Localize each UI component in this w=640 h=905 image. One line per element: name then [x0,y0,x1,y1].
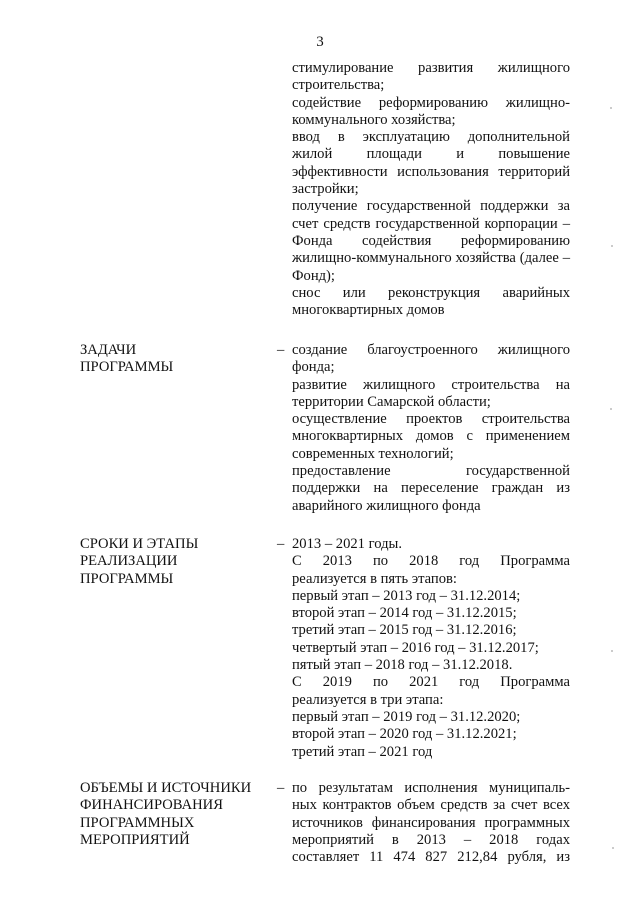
text-line: ных контрактов объем средств за счет всех [292,797,570,814]
text-line: эффективности использования территорий [292,163,570,180]
text-line: по результатам исполнения муниципаль- [292,780,570,796]
text-line: многоквартирных домов [292,302,445,319]
text-line: третий этап – 2015 год – 31.12.2016; [292,622,517,639]
text-line: строительства; [292,77,385,94]
text-line: ввод в эксплуатацию дополнительной [292,129,570,146]
page-number: 3 [316,34,324,50]
label-line: ПРОГРАММНЫХ [80,814,195,831]
text-line: поддержки на переселение граждан из [292,480,570,497]
section-label-terms [80,536,270,588]
text-line: 2013 – 2021 годы. [292,536,402,552]
text-line: первый этап – 2013 год – 31.12.2014; [292,587,521,604]
text-line: жилищно-коммунального хозяйства (далее – [292,250,570,267]
text-line: получение государственной поддержки за [292,198,570,215]
label-line: ОБЪЕМЫ И ИСТОЧНИКИ [80,780,252,796]
text-line: составляет 11 474 827 212,84 рубля, из [292,849,570,866]
label-line: ПРОГРАММЫ [80,359,174,376]
text-line: создание благоустроенного жилищного [292,342,570,358]
label-line: РЕАЛИЗАЦИИ [80,553,178,570]
text-line: источников финансирования программных [292,814,570,831]
text-line: содействие реформированию жилищно- [292,94,570,111]
section-dash: – [277,342,285,358]
text-line: реализуется в три этапа: [292,691,444,708]
text-line: стимулирование развития жилищного [292,60,570,76]
text-line: С 2019 по 2021 год Программа [292,674,570,691]
text-line: третий этап – 2021 год [292,743,433,760]
section-label-funding [80,780,270,849]
scan-speck [610,408,612,410]
scan-speck [611,650,613,652]
text-line: коммунального хозяйства; [292,111,456,128]
text-line: развитие жилищного строительства на [292,376,570,393]
text-line: застройки; [292,181,359,198]
text-line: мероприятий в 2013 – 2018 годах [292,831,570,848]
text-line: четвертый этап – 2016 год – 31.12.2017; [292,639,539,656]
section-dash: – [277,536,285,552]
label-line: СРОКИ И ЭТАПЫ [80,536,199,552]
text-line: осуществление проектов строительства [292,411,570,428]
text-line: Фонда содействия реформированию [292,232,570,249]
text-line: первый этап – 2019 год – 31.12.2020; [292,708,521,725]
label-line: ФИНАНСИРОВАНИЯ [80,797,223,814]
text-line: многоквартирных домов с применением [292,428,570,445]
text-line: территории Самарской области; [292,393,491,410]
scan-speck [611,245,613,247]
text-line: современных технологий; [292,445,454,462]
text-line: счет средств государственной корпорации – [292,215,570,232]
section-text-tasks [292,342,570,515]
section-label-tasks [80,342,270,377]
text-line: снос или реконструкция аварийных [292,284,570,301]
text-line: С 2013 по 2018 год Программа [292,553,570,570]
section-text-terms [292,536,570,761]
text-line: второй этап – 2014 год – 31.12.2015; [292,605,517,622]
text-line: аварийного жилищного фонда [292,497,481,514]
label-line: ЗАДАЧИ [80,342,137,358]
scan-speck [612,847,614,849]
text-line: второй этап – 2020 год – 31.12.2021; [292,726,517,743]
label-line: ПРОГРАММЫ [80,570,174,587]
text-line: предоставление государственной [292,463,570,480]
scan-speck [610,107,612,109]
intro-goals-text [292,60,570,319]
label-line: МЕРОПРИЯТИЙ [80,831,190,848]
text-line: фонда; [292,359,335,376]
section-text-funding [292,780,570,866]
text-line: Фонд); [292,267,335,284]
text-line: пятый этап – 2018 год – 31.12.2018. [292,657,513,674]
section-dash: – [277,780,285,796]
text-line: жилой площади и повышение [292,146,570,163]
text-line: реализуется в пять этапов: [292,570,457,587]
